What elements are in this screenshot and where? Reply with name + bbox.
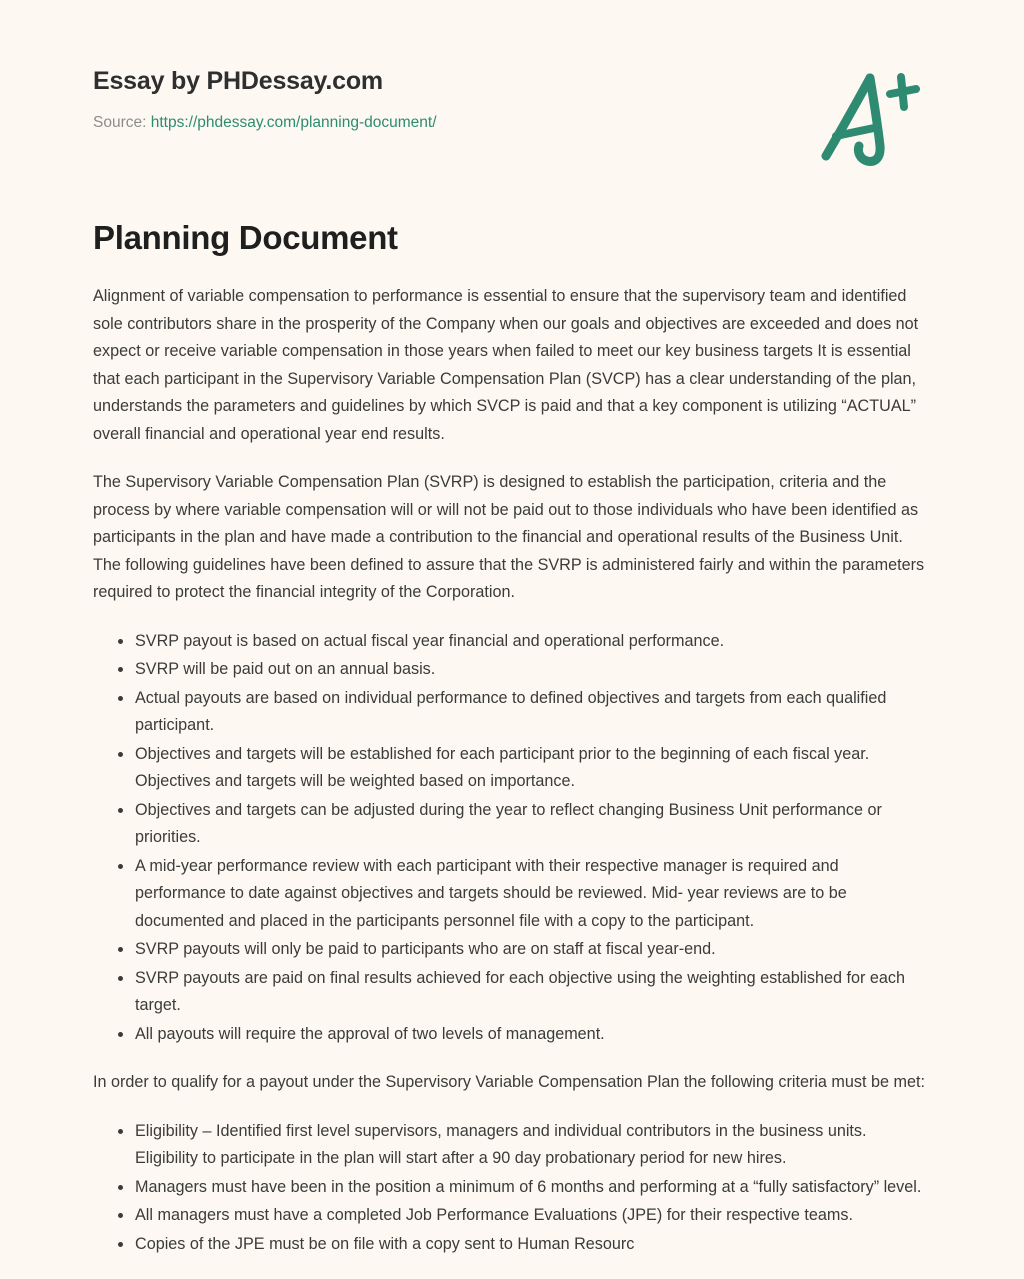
list-item: Actual payouts are based on individual performance to defined objectives and targets from each qualified participant.: [135, 685, 933, 740]
paragraph-1: Alignment of variable compensation to performance is essential to ensure that the supervisory team and identified sole contributors share in the prosperity of the Company when our goals and objectives are exceeded and does not expect or receive variable compensation in those years when failed to meet our key business targets It is essential that each participant in the Supervisory Variable Compensation Plan (SVCP) has a clear understanding of the plan, understands the parameters and guidelines by which SVCP is paid and that a key component is utilizing “ACTUAL” overall financial and operational year end results.: [93, 287, 919, 443]
list-item: SVRP will be paid out on an annual basis.: [135, 656, 933, 684]
paragraph-3: In order to qualify for a payout under the Supervisory Variable Compensation Plan the following criteria must be met:: [93, 1073, 925, 1091]
list-item: SVRP payout is based on actual fiscal year financial and operational performance.: [135, 628, 933, 656]
list-item: Copies of the JPE must be on file with a copy sent to Human Resourc: [135, 1231, 933, 1259]
page-title: Planning Document: [93, 219, 398, 256]
a-plus-logo: [812, 62, 932, 172]
list-item: A mid-year performance review with each participant with their respective manager is required and performance to date against objectives and targets should be reviewed. Mid- year reviews are to be documented and placed in the participants personnel file with a copy to the participant.: [135, 853, 933, 936]
list-item: SVRP payouts will only be paid to participants who are on staff at fiscal year-end.: [135, 936, 933, 964]
list-item: All payouts will require the approval of two levels of management.: [135, 1021, 933, 1049]
list-item: Objectives and targets will be established for each participant prior to the beginning of each fiscal year. Objectives and targets will be weighted based on importance.: [135, 741, 933, 796]
list-item: SVRP payouts are paid on final results achieved for each objective using the weighting established for each target.: [135, 965, 933, 1020]
brand-title: Essay by PHDessay.com: [93, 67, 383, 95]
document-header: [93, 68, 933, 132]
document-body: [93, 283, 933, 1279]
list-item: All managers must have a completed Job Performance Evaluations (JPE) for their respective teams.: [135, 1202, 933, 1230]
paragraph-2: The Supervisory Variable Compensation Plan (SVRP) is designed to establish the participation, criteria and the process by where variable compensation will or will not be paid out to those individuals who have been identified as participants in the plan and have made a contribution to the financial and operational results of the Business Unit. The following guidelines have been defined to assure that the SVRP is administered fairly and within the parameters required to protect the financial integrity of the Corporation.: [93, 473, 925, 601]
source-label: Source:: [93, 113, 147, 131]
source-url-link[interactable]: https://phdessay.com/planning-document/: [150, 113, 437, 131]
guidelines-list: [93, 628, 933, 1049]
criteria-list: [93, 1118, 933, 1259]
list-item: Eligibility – Identified first level supervisors, managers and individual contributors in the business units. Eligibility to participate in the plan will start after a 90 day probationary period for new hires.: [135, 1118, 933, 1173]
list-item: Managers must have been in the position a minimum of 6 months and performing at a “fully satisfactory” level.: [135, 1174, 933, 1202]
list-item: Objectives and targets can be adjusted during the year to reflect changing Business Unit performance or priorities.: [135, 797, 933, 852]
source-line: [93, 96, 933, 133]
